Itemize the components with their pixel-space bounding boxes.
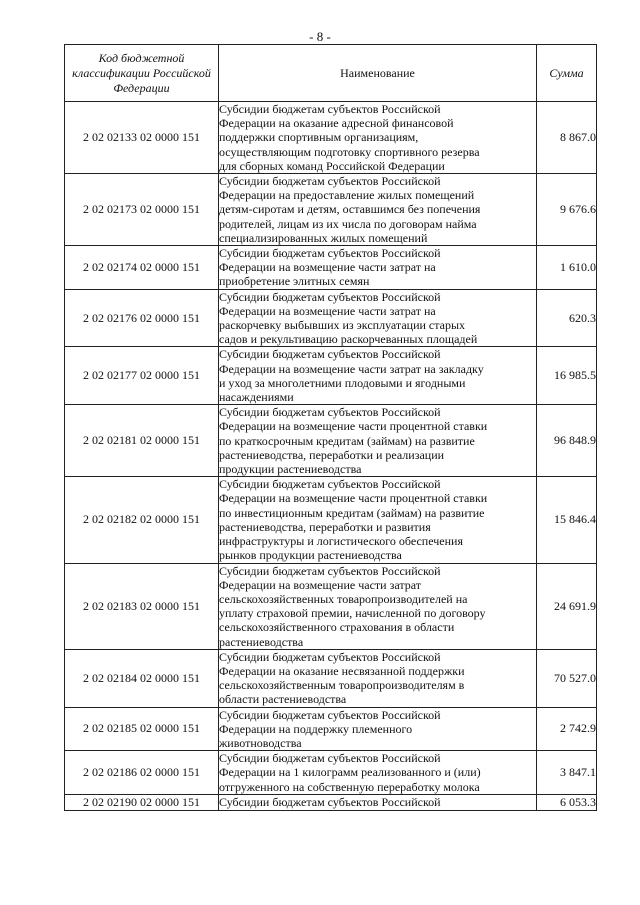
table-row	[65, 405, 597, 477]
budget-code-cell: 2 02 02177 02 0000 151	[65, 347, 219, 405]
table-row	[65, 751, 597, 795]
item-name-line: Субсидии бюджетам субъектов Российской	[219, 563, 441, 578]
item-name-line: по инвестиционным кредитам (займам) на развитие	[219, 505, 485, 520]
item-name-line: Субсидии бюджетам субъектов Российской	[219, 751, 441, 766]
table-row	[65, 563, 597, 649]
item-name-line: уплату страховой премии, начисленной по договору	[219, 606, 486, 621]
budget-code-cell: 2 02 02181 02 0000 151	[65, 405, 219, 477]
amount-cell: 70 527.0	[537, 649, 597, 707]
item-name-line: Федерации на возмещение части затрат на	[219, 303, 436, 318]
item-name-cell	[219, 347, 537, 405]
budget-code-cell: 2 02 02176 02 0000 151	[65, 289, 219, 347]
item-name-line: Субсидии бюджетам субъектов Российской	[219, 405, 441, 420]
table-header-row	[65, 45, 597, 102]
item-name-cell	[219, 289, 537, 347]
item-name-cell	[219, 246, 537, 290]
item-name-line: растениеводства, переработки и реализации	[219, 447, 445, 462]
item-name-line: рынков продукции растениеводства	[219, 548, 402, 563]
table-row	[65, 289, 597, 347]
table-row	[65, 102, 597, 174]
item-name-line: детям-сиротам и детям, оставшимся без попечения	[219, 202, 481, 217]
table-body	[65, 102, 597, 811]
item-name-line: приобретение элитных семян	[219, 274, 370, 289]
amount-cell: 6 053.3	[537, 794, 597, 810]
table-row	[65, 707, 597, 751]
item-name-line: Субсидии бюджетам субъектов Российской	[219, 649, 441, 664]
table-row	[65, 246, 597, 290]
amount-cell: 620.3	[537, 289, 597, 347]
item-name-line: Федерации на предоставление жилых помещений	[219, 188, 475, 203]
item-name-cell	[219, 794, 537, 810]
budget-code-cell: 2 02 02182 02 0000 151	[65, 477, 219, 563]
item-name-line: Федерации на возмещение части затрат	[219, 577, 421, 592]
amount-cell: 1 610.0	[537, 246, 597, 290]
table-row	[65, 477, 597, 563]
table-row	[65, 649, 597, 707]
item-name-line: Субсидии бюджетам субъектов Российской	[219, 174, 441, 189]
amount-cell: 24 691.9	[537, 563, 597, 649]
item-name-line: насаждениями	[219, 390, 294, 405]
amount-cell: 2 742.9	[537, 707, 597, 751]
item-name-line: области растениеводства	[219, 692, 347, 707]
budget-code-cell: 2 02 02190 02 0000 151	[65, 794, 219, 810]
budget-code-cell: 2 02 02185 02 0000 151	[65, 707, 219, 751]
item-name-cell	[219, 102, 537, 174]
budget-table	[64, 44, 597, 811]
item-name-cell	[219, 477, 537, 563]
budget-code-cell: 2 02 02184 02 0000 151	[65, 649, 219, 707]
item-name-line: по краткосрочным кредитам (займам) на развитие	[219, 433, 475, 448]
budget-code-cell: 2 02 02174 02 0000 151	[65, 246, 219, 290]
header-name: Наименование	[219, 45, 537, 102]
item-name-line: осуществляющим подготовку спортивного резерва	[219, 144, 480, 159]
item-name-line: инфраструктуры и логистического обеспечения	[219, 534, 463, 549]
item-name-line: садов и рекультивацию раскорчеванных площадей	[219, 332, 478, 347]
item-name-line: Федерации на оказание адресной финансовой	[219, 116, 454, 131]
item-name-cell	[219, 707, 537, 751]
item-name-line: Федерации на возмещение части процентной ставки	[219, 491, 488, 506]
item-name-cell	[219, 563, 537, 649]
item-name-line: сельскохозяйственного страхования в области	[219, 620, 455, 635]
table-row	[65, 794, 597, 810]
page-number: - 8 -	[309, 29, 331, 44]
amount-cell: 96 848.9	[537, 405, 597, 477]
item-name-line: Субсидии бюджетам субъектов Российской	[219, 246, 441, 261]
item-name-line: сельскохозяйственных товаропроизводителей на	[219, 591, 468, 606]
budget-code-cell: 2 02 02183 02 0000 151	[65, 563, 219, 649]
amount-cell: 8 867.0	[537, 102, 597, 174]
item-name-line: Федерации на 1 килограмм реализованного и (или)	[219, 765, 481, 780]
item-name-line: Федерации на поддержку племенного	[219, 721, 413, 736]
item-name-line: Субсидии бюджетам субъектов Российской	[219, 477, 441, 492]
item-name-cell	[219, 174, 537, 246]
header-code	[65, 45, 219, 102]
item-name-line: Субсидии бюджетам субъектов Российской	[219, 707, 441, 722]
item-name-line: Субсидии бюджетам субъектов Российской	[219, 795, 441, 810]
item-name-cell	[219, 405, 537, 477]
item-name-line: растениеводства, переработки и развития	[219, 519, 431, 534]
item-name-line: Субсидии бюджетам субъектов Российской	[219, 347, 441, 362]
item-name-line: для сборных команд Российской Федерации	[219, 158, 445, 173]
header-code-line: классификации Российской	[72, 65, 211, 80]
budget-code-cell: 2 02 02173 02 0000 151	[65, 174, 219, 246]
item-name-line: поддержки спортивным организациям,	[219, 130, 419, 145]
budget-code-cell: 2 02 02186 02 0000 151	[65, 751, 219, 795]
table-row	[65, 347, 597, 405]
item-name-line: и уход за многолетними плодовыми и ягодными	[219, 375, 466, 390]
header-code-line: Федерации	[113, 80, 170, 95]
item-name-cell	[219, 649, 537, 707]
item-name-line: продукции растениеводства	[219, 462, 362, 477]
header-sum: Сумма	[537, 45, 597, 102]
item-name-line: отгруженного на собственную переработку молока	[219, 779, 480, 794]
item-name-line: Субсидии бюджетам субъектов Российской	[219, 102, 441, 116]
item-name-line: родителей, лицам из их числа по договорам найма	[219, 216, 477, 231]
item-name-line: раскорчевку выбывших из эксплуатации старых	[219, 318, 466, 333]
amount-cell: 9 676.6	[537, 174, 597, 246]
amount-cell: 3 847.1	[537, 751, 597, 795]
table-row	[65, 174, 597, 246]
item-name-line: Федерации на оказание несвязанной поддержки	[219, 663, 465, 678]
item-name-line: сельскохозяйственным товаропроизводителям в	[219, 678, 465, 693]
amount-cell: 16 985.5	[537, 347, 597, 405]
item-name-line: Федерации на возмещение части затрат на закладку	[219, 361, 484, 376]
item-name-line: Федерации на возмещение части затрат на	[219, 260, 436, 275]
item-name-line: животноводства	[219, 735, 302, 750]
item-name-cell	[219, 751, 537, 795]
budget-code-cell: 2 02 02133 02 0000 151	[65, 102, 219, 174]
item-name-line: Федерации на возмещение части процентной ставки	[219, 419, 488, 434]
item-name-line: Субсидии бюджетам субъектов Российской	[219, 289, 441, 304]
header-code-line: Код бюджетной	[98, 50, 185, 65]
item-name-line: растениеводства	[219, 634, 304, 649]
item-name-line: специализированных жилых помещений	[219, 230, 428, 245]
amount-cell: 15 846.4	[537, 477, 597, 563]
